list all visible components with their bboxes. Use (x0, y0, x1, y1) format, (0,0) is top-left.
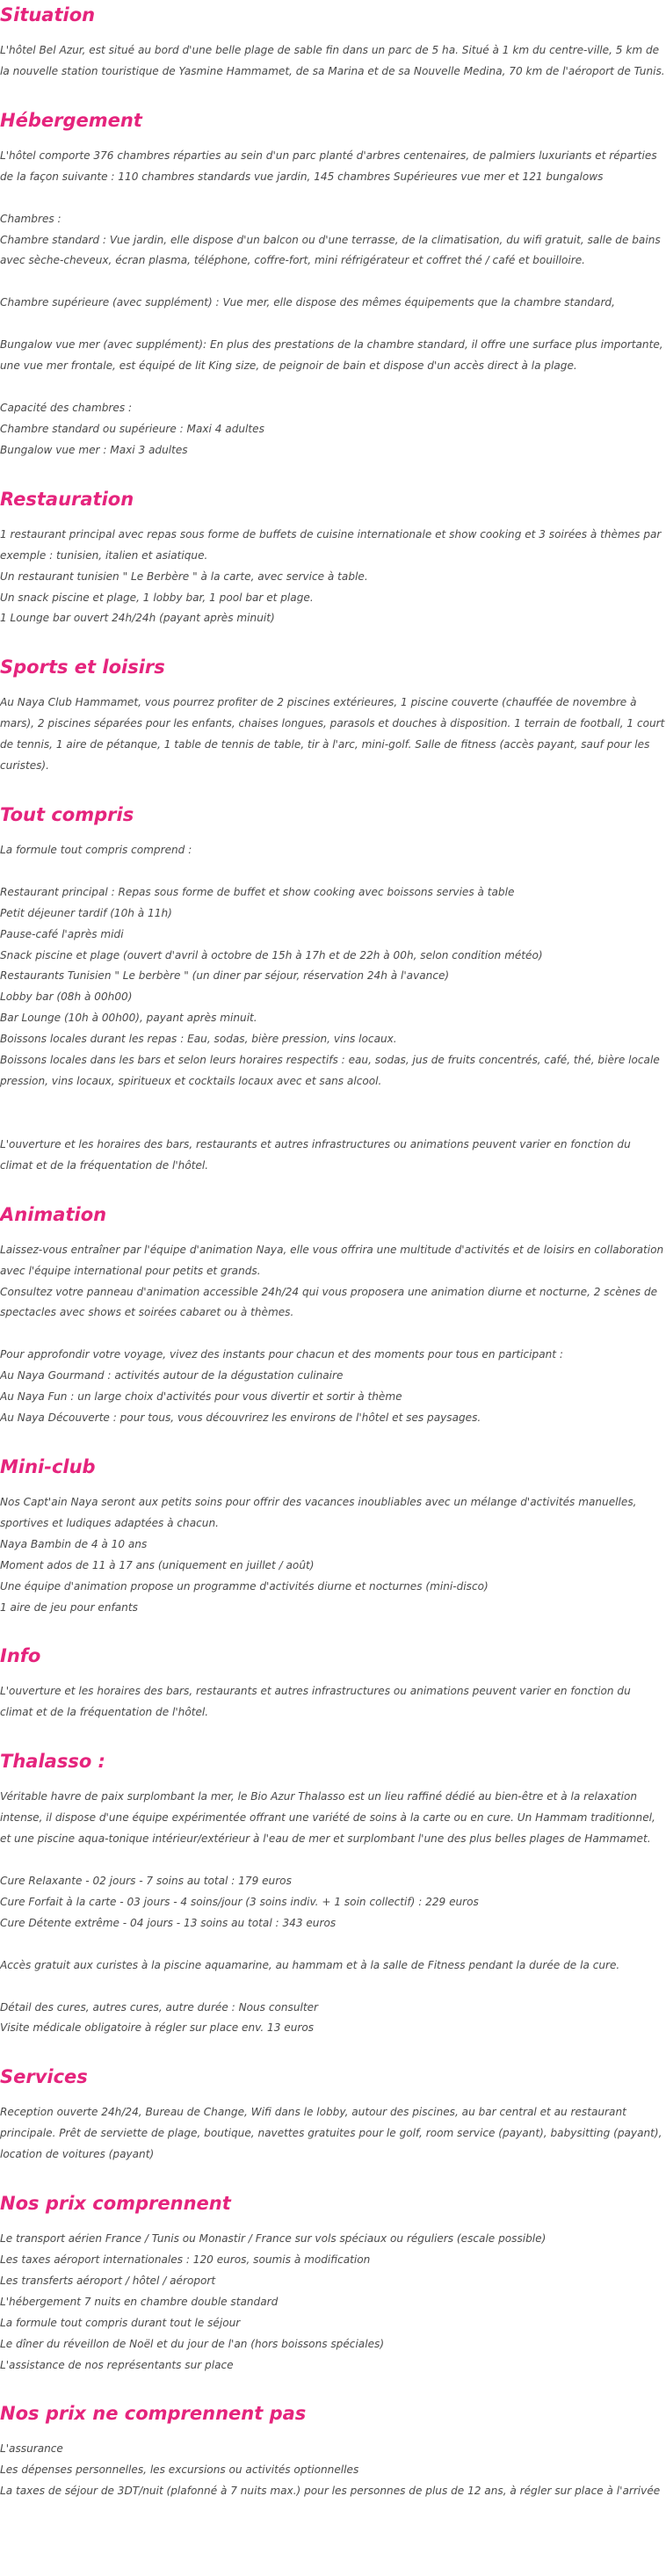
hotel-description-page (0, 4, 666, 2509)
paragraph-spacer (0, 188, 666, 209)
section-heading: Restauration (0, 488, 134, 510)
paragraph-spacer (0, 1092, 666, 1135)
section-services (0, 2065, 666, 2166)
section-body (0, 146, 666, 461)
section-heading: Hébergement (0, 109, 142, 131)
text-line: Cure Détente extrême - 04 jours - 13 soins au total : 343 euros (0, 1916, 337, 1929)
section-info (0, 1644, 666, 1723)
section-nos-prix-comprennent (0, 2192, 666, 2376)
section-body (0, 840, 666, 1177)
paragraph-spacer (0, 377, 666, 398)
text-line: Une équipe d'animation propose un programme d'activités diurne et nocturnes (mini-disco) (0, 1579, 489, 1593)
text-line: Chambres : (0, 212, 62, 225)
text-line: Chambre supérieure (avec supplément) : Vue mer, elle dispose des mêmes équipements que la chambre standard, (0, 296, 615, 309)
section-heading: Info (0, 1645, 41, 1667)
section-heading: Nos prix comprennent (0, 2193, 231, 2215)
paragraph-spacer (0, 861, 666, 882)
text-line: Snack piscine et plage (ouvert d'avril à octobre de 15h à 17h et de 22h à 00h, selon condition météo) (0, 948, 543, 961)
text-line: Capacité des chambres : (0, 402, 133, 415)
section-body (0, 525, 666, 630)
text-line: 1 aire de jeu pour enfants (0, 1600, 138, 1614)
section-heading: Services (0, 2066, 88, 2088)
section-body (0, 2229, 666, 2376)
section-body (0, 2439, 666, 2502)
text-line: Cure Forfait à la carte - 03 jours - 4 soins/jour (3 soins indiv. + 1 soin collectif) : 229 euros (0, 1895, 479, 1908)
text-line: Restaurant principal : Repas sous forme de buffet et show cooking avec boissons servies à table (0, 885, 515, 898)
text-line: Reception ouverte 24h/24, Bureau de Change, Wifi dans le lobby, autour des piscines, au bar central et au restaurant principale. Prêt de serviette de plage, boutique, navettes gratuites pour le golf, room service (payant), babysitting (payant), location de voitures (payant) (0, 2106, 662, 2161)
text-line: Nos Capt'ain Naya seront aux petits soins pour offrir des vacances inoubliables avec un mélange d'activités manuelles, sportives et ludiques adaptées à chacun. (0, 1495, 637, 1529)
section-thalasso (0, 1750, 666, 2039)
section-body (0, 1492, 666, 1618)
text-line: Consultez votre panneau d'animation accessible 24h/24 qui vous proposera une animation diurne et nocturne, 2 scènes de spectacles avec shows et soirées cabaret ou à thèmes. (0, 1285, 658, 1319)
text-line: Détail des cures, autres cures, autre durée : Nous consulter (0, 2000, 319, 2014)
section-sports-et-loisirs (0, 656, 666, 777)
text-line: Les dépenses personnelles, les excursions ou activités optionnelles (0, 2464, 359, 2477)
section-body (0, 1681, 666, 1723)
text-line: Véritable havre de paix surplombant la mer, le Bio Azur Thalasso est un lieu raffiné dédié au bien-être et à la relaxation intense, il dispose d'une équipe expérimentée offrant une variété de soins à la carte ou en cure. Un Hammam traditionnel, et une piscine aqua-tonique intérieur/extérieur à l'eau de mer et surplombant l'une des plus belles plages de Hammamet. (0, 1790, 655, 1846)
text-line: Les transferts aéroport / hôtel / aéroport (0, 2274, 216, 2287)
text-line: La formule tout compris comprend : (0, 843, 192, 856)
text-line: Au Naya Fun : un large choix d'activités pour vous divertir et sortir à thème (0, 1390, 402, 1404)
text-line: Un restaurant tunisien " Le Berbère " à la carte, avec service à table. (0, 570, 368, 583)
text-line: Boissons locales dans les bars et selon leurs horaires respectifs : eau, sodas, jus de fruits concentrés, café, thé, bière locale pression, vins locaux, spiritueux et cocktails locaux avec et sans alcool. (0, 1054, 660, 1087)
text-line: Les taxes aéroport internationales : 120 euros, soumis à modification (0, 2253, 371, 2266)
text-line: Visite médicale obligatoire à régler sur place env. 13 euros (0, 2021, 315, 2035)
paragraph-spacer (0, 1977, 666, 1998)
section-heading: Animation (0, 1203, 107, 1225)
section-situation (0, 4, 666, 83)
text-line: Bungalow vue mer (avec supplément): En plus des prestations de la chambre standard, il offre une surface plus importante, une vue mer frontale, est équipé de lit King size, de peignoir de bain et dispose d'un accès direct à la plage. (0, 338, 663, 373)
text-line: L'ouverture et les horaires des bars, restaurants et autres infrastructures ou animations peuvent varier en fonction du climat et de la fréquentation de l'hôtel. (0, 1685, 631, 1719)
section-tout-compris (0, 803, 666, 1177)
text-line: L'hôtel comporte 376 chambres réparties au sein d'un parc planté d'arbres centenaires, de palmiers luxuriants et réparties de la façon suivante : 110 chambres standards vue jardin, 145 chambres Supérieures vue mer et 121 bungalows (0, 149, 657, 183)
text-line: L'hébergement 7 nuits en chambre double standard (0, 2295, 279, 2308)
section-body (0, 1787, 666, 2039)
text-line: L'assistance de nos représentants sur place (0, 2358, 234, 2371)
paragraph-spacer (0, 272, 666, 293)
text-line: L'hôtel Bel Azur, est situé au bord d'une belle plage de sable fin dans un parc de 5 ha. Situé à 1 km du centre-ville, 5 km de la nouvelle station touristique de Yasmine Hammamet, de sa Marina et de sa Nouvelle Medina, 70 km de l'aéroport de Tunis. (0, 44, 665, 77)
section-body (0, 2102, 666, 2166)
text-line: Naya Bambin de 4 à 10 ans (0, 1537, 148, 1550)
text-line: Petit déjeuner tardif (10h à 11h) (0, 906, 172, 919)
text-line: L'assurance (0, 2442, 63, 2456)
text-line: Cure Relaxante - 02 jours - 7 soins au total : 179 euros (0, 1874, 292, 1887)
section-heading: Thalasso : (0, 1751, 105, 1773)
text-line: La formule tout compris durant tout le séjour (0, 2316, 241, 2329)
text-line: Au Naya Club Hammamet, vous pourrez profiter de 2 piscines extérieures, 1 piscine couverte (chauffée de novembre à mars), 2 piscines séparées pour les enfants, chaises longues, parasols et douches à disposition. 1 terrain de football, 1 court de tennis, 1 aire de pétanque, 1 table de tennis de table, tir à l'arc, mini-golf. Salle de fitness (accès payant, sauf pour les curistes). (0, 696, 665, 773)
paragraph-spacer (0, 1934, 666, 1956)
paragraph-spacer (0, 314, 666, 335)
text-line: Au Naya Découverte : pour tous, vous découvrirez les environs de l'hôtel et ses paysages. (0, 1411, 481, 1425)
text-line: Chambre standard ou supérieure : Maxi 4 adultes (0, 422, 264, 435)
section-body (0, 693, 666, 777)
text-line: Pause-café l'après midi (0, 927, 124, 940)
text-line: Chambre standard : Vue jardin, elle dispose d'un balcon ou d'une terrasse, de la climatisation, du wifi gratuit, salle de bains avec sèche-cheveux, écran plasma, téléphone, coffre-fort, mini réfrigérateur et coffret thé / café et bouilloire. (0, 233, 661, 267)
text-line: Bungalow vue mer : Maxi 3 adultes (0, 443, 188, 456)
text-line: Le transport aérien France / Tunis ou Monastir / France sur vols spéciaux ou réguliers (escale possible) (0, 2232, 547, 2246)
text-line: Laissez-vous entraîner par l'équipe d'animation Naya, elle vous offrira une multitude d'activités et de loisirs en collaboration avec l'équipe international pour petits et grands. (0, 1243, 664, 1277)
text-line: Un snack piscine et plage, 1 lobby bar, 1 pool bar et plage. (0, 591, 314, 604)
text-line: Moment ados de 11 à 17 ans (uniquement en juillet / août) (0, 1558, 315, 1571)
text-line: Accès gratuit aux curistes à la piscine aquamarine, au hammam et à la salle de Fitness pendant la durée de la cure. (0, 1958, 620, 1971)
paragraph-spacer (0, 1850, 666, 1871)
section-body (0, 1240, 666, 1429)
text-line: Au Naya Gourmand : activités autour de la dégustation culinaire (0, 1369, 344, 1382)
text-line: Boissons locales durant les repas : Eau, sodas, bière pression, vins locaux. (0, 1033, 397, 1046)
section-heading: Sports et loisirs (0, 657, 165, 678)
section-hebergement (0, 109, 666, 461)
text-line: Restaurants Tunisien " Le berbère " (un diner par séjour, réservation 24h à l'avance) (0, 969, 450, 983)
section-restauration (0, 488, 666, 630)
section-heading: Situation (0, 4, 96, 25)
text-line: 1 restaurant principal avec repas sous forme de buffets de cuisine internationale et show cooking et 3 soirées à thèmes par exemple : tunisien, italien et asiatique. (0, 527, 662, 562)
text-line: La taxes de séjour de 3DT/nuit (plafonné à 7 nuits max.) pour les personnes de plus de 12 ans, à régler sur place à l'arrivée (0, 2485, 661, 2498)
text-line: L'ouverture et les horaires des bars, restaurants et autres infrastructures ou animations peuvent varier en fonction du climat et de la fréquentation de l'hôtel. (0, 1137, 631, 1172)
text-line: Bar Lounge (10h à 00h00), payant après minuit. (0, 1012, 257, 1025)
paragraph-spacer (0, 1324, 666, 1345)
section-mini-club (0, 1455, 666, 1618)
section-heading: Mini-club (0, 1455, 96, 1477)
section-body (0, 40, 666, 83)
text-line: Le dîner du réveillon de Noël et du jour de l'an (hors boissons spéciales) (0, 2337, 385, 2350)
text-line: Pour approfondir votre voyage, vivez des instants pour chacun et des moments pour tous en participant : (0, 1348, 563, 1361)
section-nos-prix-ne-comprennent-pas (0, 2402, 666, 2502)
text-line: 1 Lounge bar ouvert 24h/24h (payant après minuit) (0, 612, 275, 625)
section-animation (0, 1203, 666, 1429)
section-heading: Tout compris (0, 803, 134, 825)
section-heading: Nos prix ne comprennent pas (0, 2403, 307, 2425)
text-line: Lobby bar (08h à 00h00) (0, 990, 133, 1004)
